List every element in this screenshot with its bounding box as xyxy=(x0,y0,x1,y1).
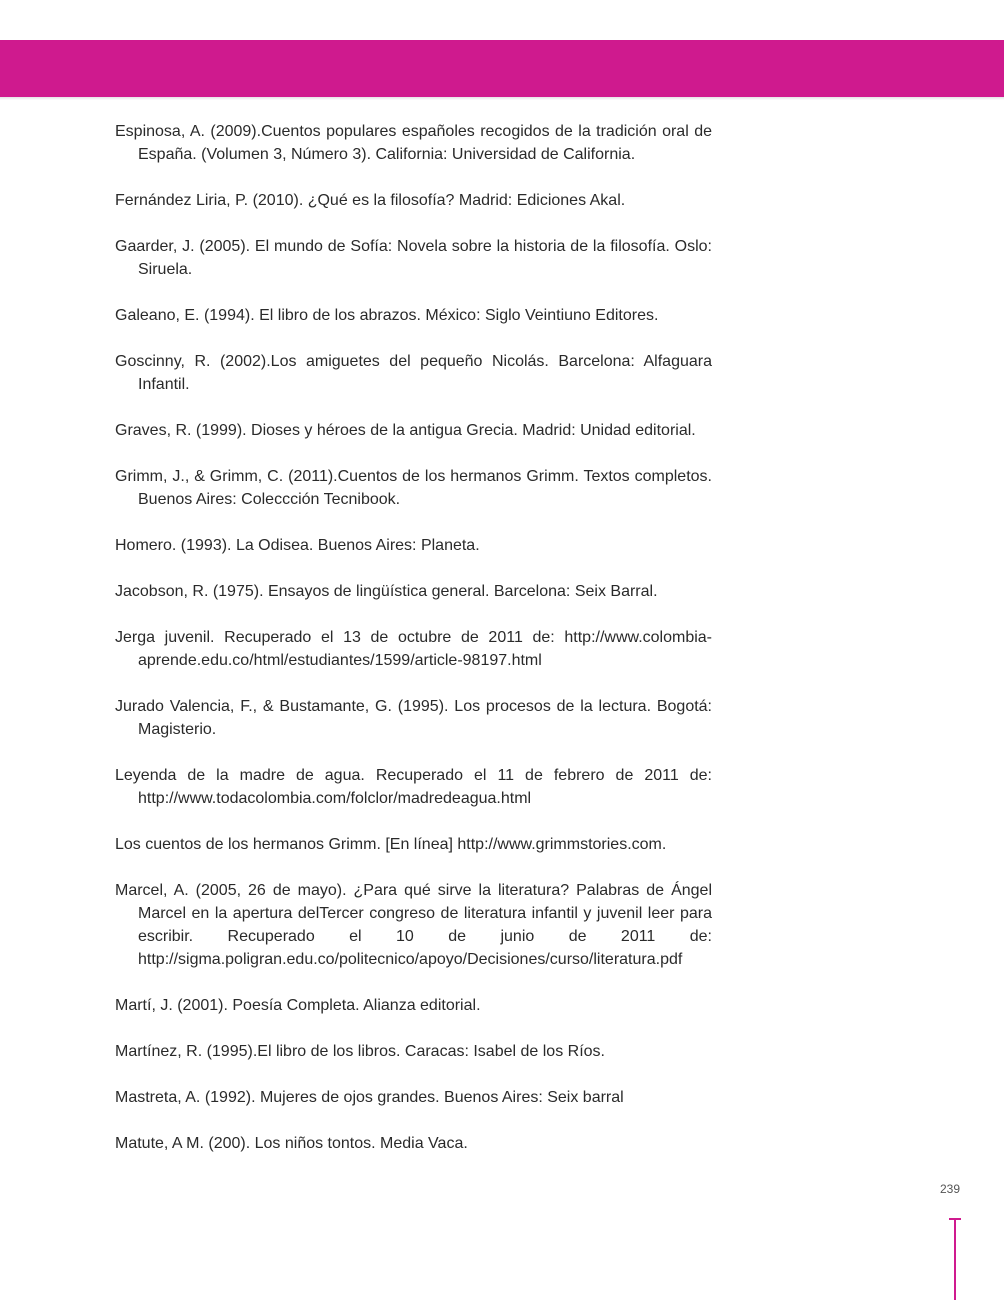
reference-entry: Graves, R. (1999). Dioses y héroes de la antigua Grecia. Madrid: Unidad editorial. xyxy=(115,422,696,439)
bibliography-list xyxy=(115,120,712,1178)
reference-entry: Los cuentos de los hermanos Grimm. [En línea] http://www.grimmstories.com. xyxy=(115,836,667,853)
reference-entry: Jerga juvenil. Recuperado el 13 de octubre de 2011 de: http://www.colombiaaprende.edu.co/html/estudiantes/1599/article-98197.html xyxy=(115,629,712,669)
reference-entry: Gaarder, J. (2005). El mundo de Sofía: Novela sobre la historia de la filosofía. Oslo: Siruela. xyxy=(115,238,712,278)
header-band-shadow xyxy=(0,97,1004,100)
header-band xyxy=(0,40,1004,97)
reference-entry: Mastreta, A. (1992). Mujeres de ojos grandes. Buenos Aires: Seix barral xyxy=(115,1089,624,1106)
reference-entry: Fernández Liria, P. (2010). ¿Qué es la filosofía? Madrid: Ediciones Akal. xyxy=(115,192,626,209)
reference-entry: Jurado Valencia, F., & Bustamante, G. (1995). Los procesos de la lectura. Bogotá: Magisterio. xyxy=(115,698,712,738)
folio-rule xyxy=(954,1219,956,1300)
reference-entry: Homero. (1993). La Odisea. Buenos Aires: Planeta. xyxy=(115,537,480,554)
reference-entry: Leyenda de la madre de agua. Recuperado el 11 de febrero de 2011 de: http://www.todacolombia.com/folclor/madredeagua.html xyxy=(115,767,712,807)
reference-entry: Goscinny, R. (2002).Los amiguetes del pequeño Nicolás. Barcelona: Alfaguara Infantil. xyxy=(115,353,712,393)
reference-entry: Galeano, E. (1994). El libro de los abrazos. México: Siglo Veintiuno Editores. xyxy=(115,307,659,324)
reference-entry: Marcel, A. (2005, 26 de mayo). ¿Para qué sirve la literatura? Palabras de Ángel Marcel en la apertura delTercer congreso de literatura infantil y juvenil leer para escribir. Recuperado el 10 de junio de 2011 de: http://sigma.poligran.edu.co/politecnico/apoyo/Decisiones/curso/literatura.pdf xyxy=(115,882,712,968)
reference-entry: Espinosa, A. (2009).Cuentos populares españoles recogidos de la tradición oral de España. (Volumen 3, Número 3). California: Universidad de California. xyxy=(115,123,712,163)
page-number: 239 xyxy=(940,1182,961,1196)
reference-entry: Grimm, J., & Grimm, C. (2011).Cuentos de los hermanos Grimm. Textos completos. Buenos Aires: Coleccción Tecnibook. xyxy=(115,468,712,508)
reference-entry: Matute, A M. (200). Los niños tontos. Media Vaca. xyxy=(115,1135,468,1152)
reference-entry: Jacobson, R. (1975). Ensayos de lingüística general. Barcelona: Seix Barral. xyxy=(115,583,658,600)
reference-entry: Martí, J. (2001). Poesía Completa. Alianza editorial. xyxy=(115,997,481,1014)
reference-entry: Martínez, R. (1995).El libro de los libros. Caracas: Isabel de los Ríos. xyxy=(115,1043,605,1060)
